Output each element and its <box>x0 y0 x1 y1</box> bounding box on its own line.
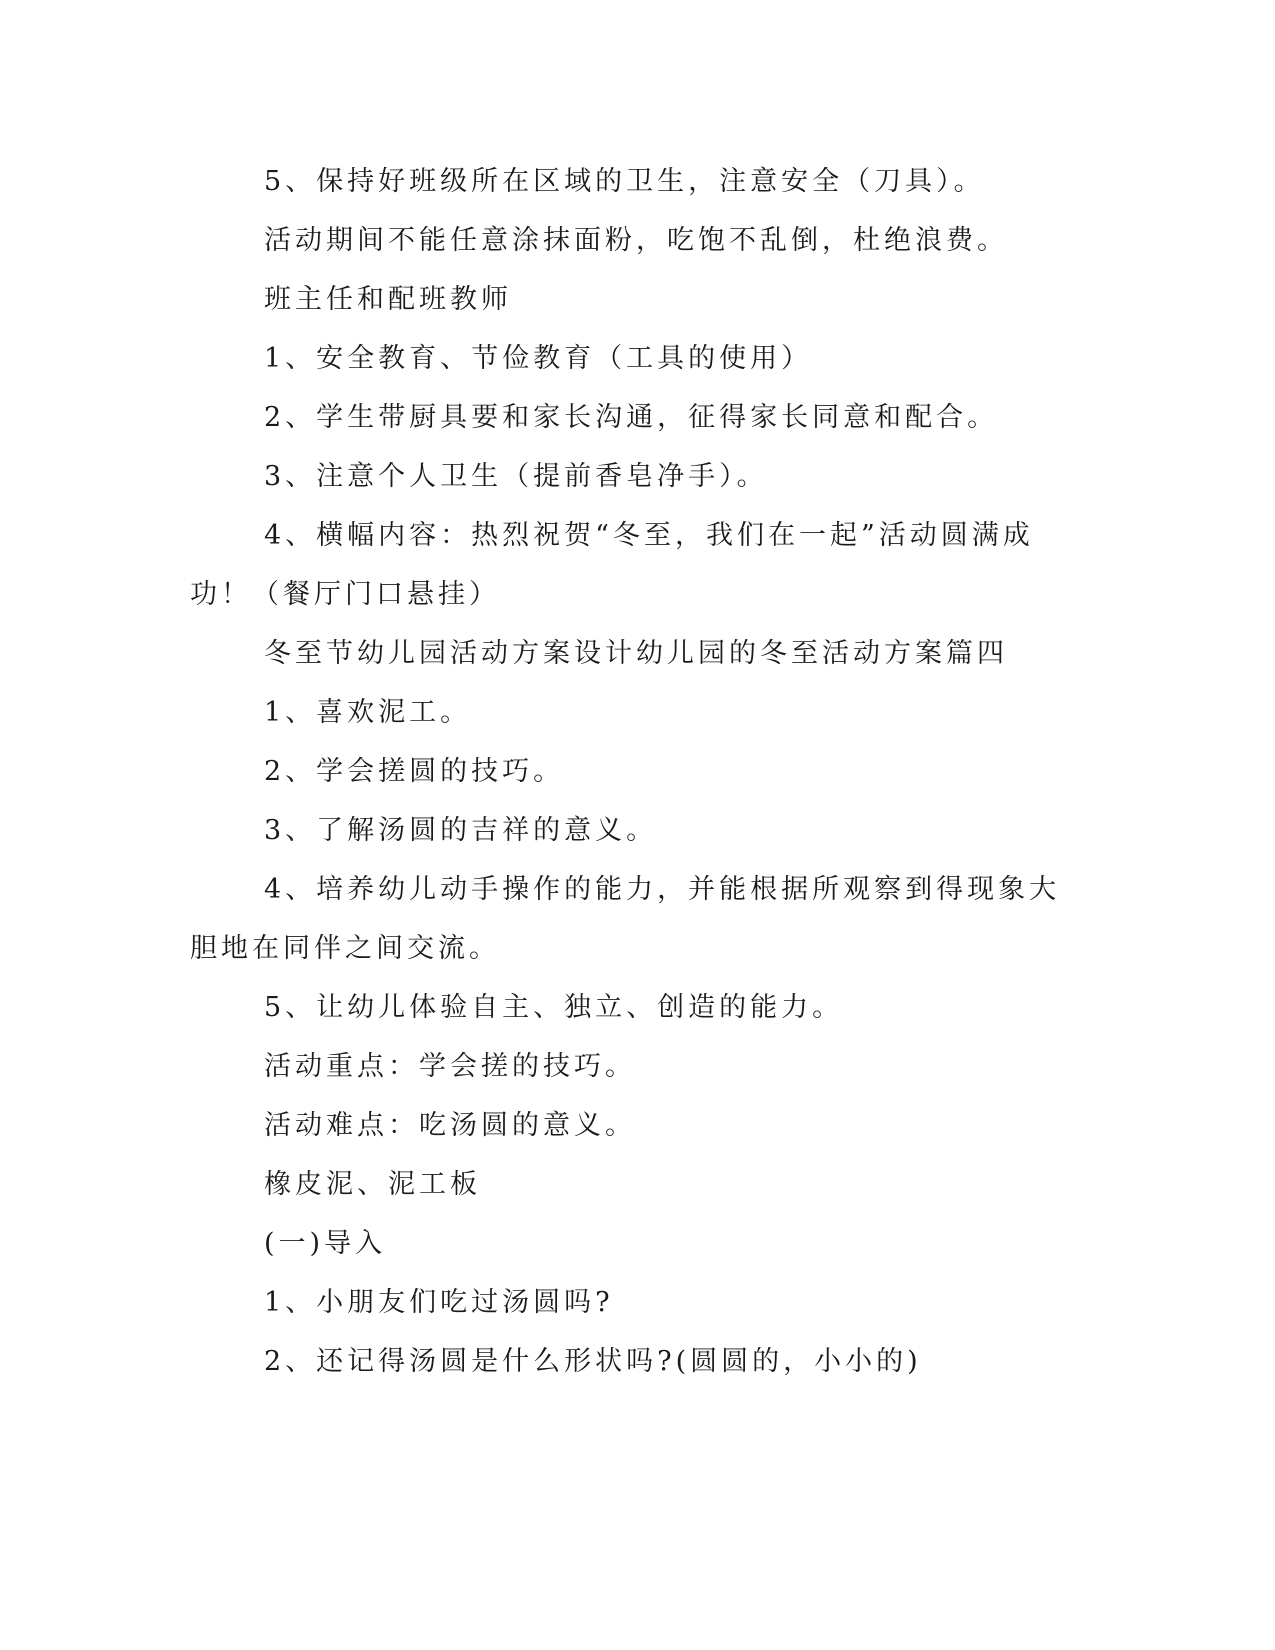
paragraph-15: 活动难点：吃汤圆的意义。 <box>264 1110 636 1141</box>
paragraph-3: 班主任和配班教师 <box>264 284 512 315</box>
paragraph-9: 1、喜欢泥工。 <box>264 697 472 728</box>
paragraph-1: 5、保持好班级所在区域的卫生，注意安全（刀具）。 <box>264 166 985 197</box>
paragraph-2: 活动期间不能任意涂抹面粉，吃饱不乱倒，杜绝浪费。 <box>264 225 1008 256</box>
paragraph-10: 2、学会搓圆的技巧。 <box>264 756 565 787</box>
paragraph-17: (一)导入 <box>264 1228 387 1259</box>
paragraph-12: 4、培养幼儿动手操作的能力，并能根据所观察到得现象大胆地在同伴之间交流。 <box>190 874 1061 964</box>
paragraph-4: 1、安全教育、节俭教育（工具的使用） <box>264 343 813 374</box>
paragraph-6: 3、注意个人卫生（提前香皂净手）。 <box>264 461 768 492</box>
paragraph-5: 2、学生带厨具要和家长沟通，征得家长同意和配合。 <box>264 402 999 433</box>
paragraph-14: 活动重点：学会搓的技巧。 <box>264 1051 636 1082</box>
paragraph-19: 2、还记得汤圆是什么形状吗?(圆圆的，小小的) <box>264 1346 922 1377</box>
section-heading: 冬至节幼儿园活动方案设计幼儿园的冬至活动方案篇四 <box>264 638 1008 669</box>
paragraph-16: 橡皮泥、泥工板 <box>264 1169 481 1200</box>
paragraph-7: 4、横幅内容：热烈祝贺“冬至，我们在一起”活动圆满成功！（餐厅门口悬挂） <box>190 520 1034 610</box>
paragraph-18: 1、小朋友们吃过汤圆吗? <box>264 1287 614 1318</box>
paragraph-13: 5、让幼儿体验自主、独立、创造的能力。 <box>264 992 844 1023</box>
paragraph-11: 3、了解汤圆的吉祥的意义。 <box>264 815 658 846</box>
